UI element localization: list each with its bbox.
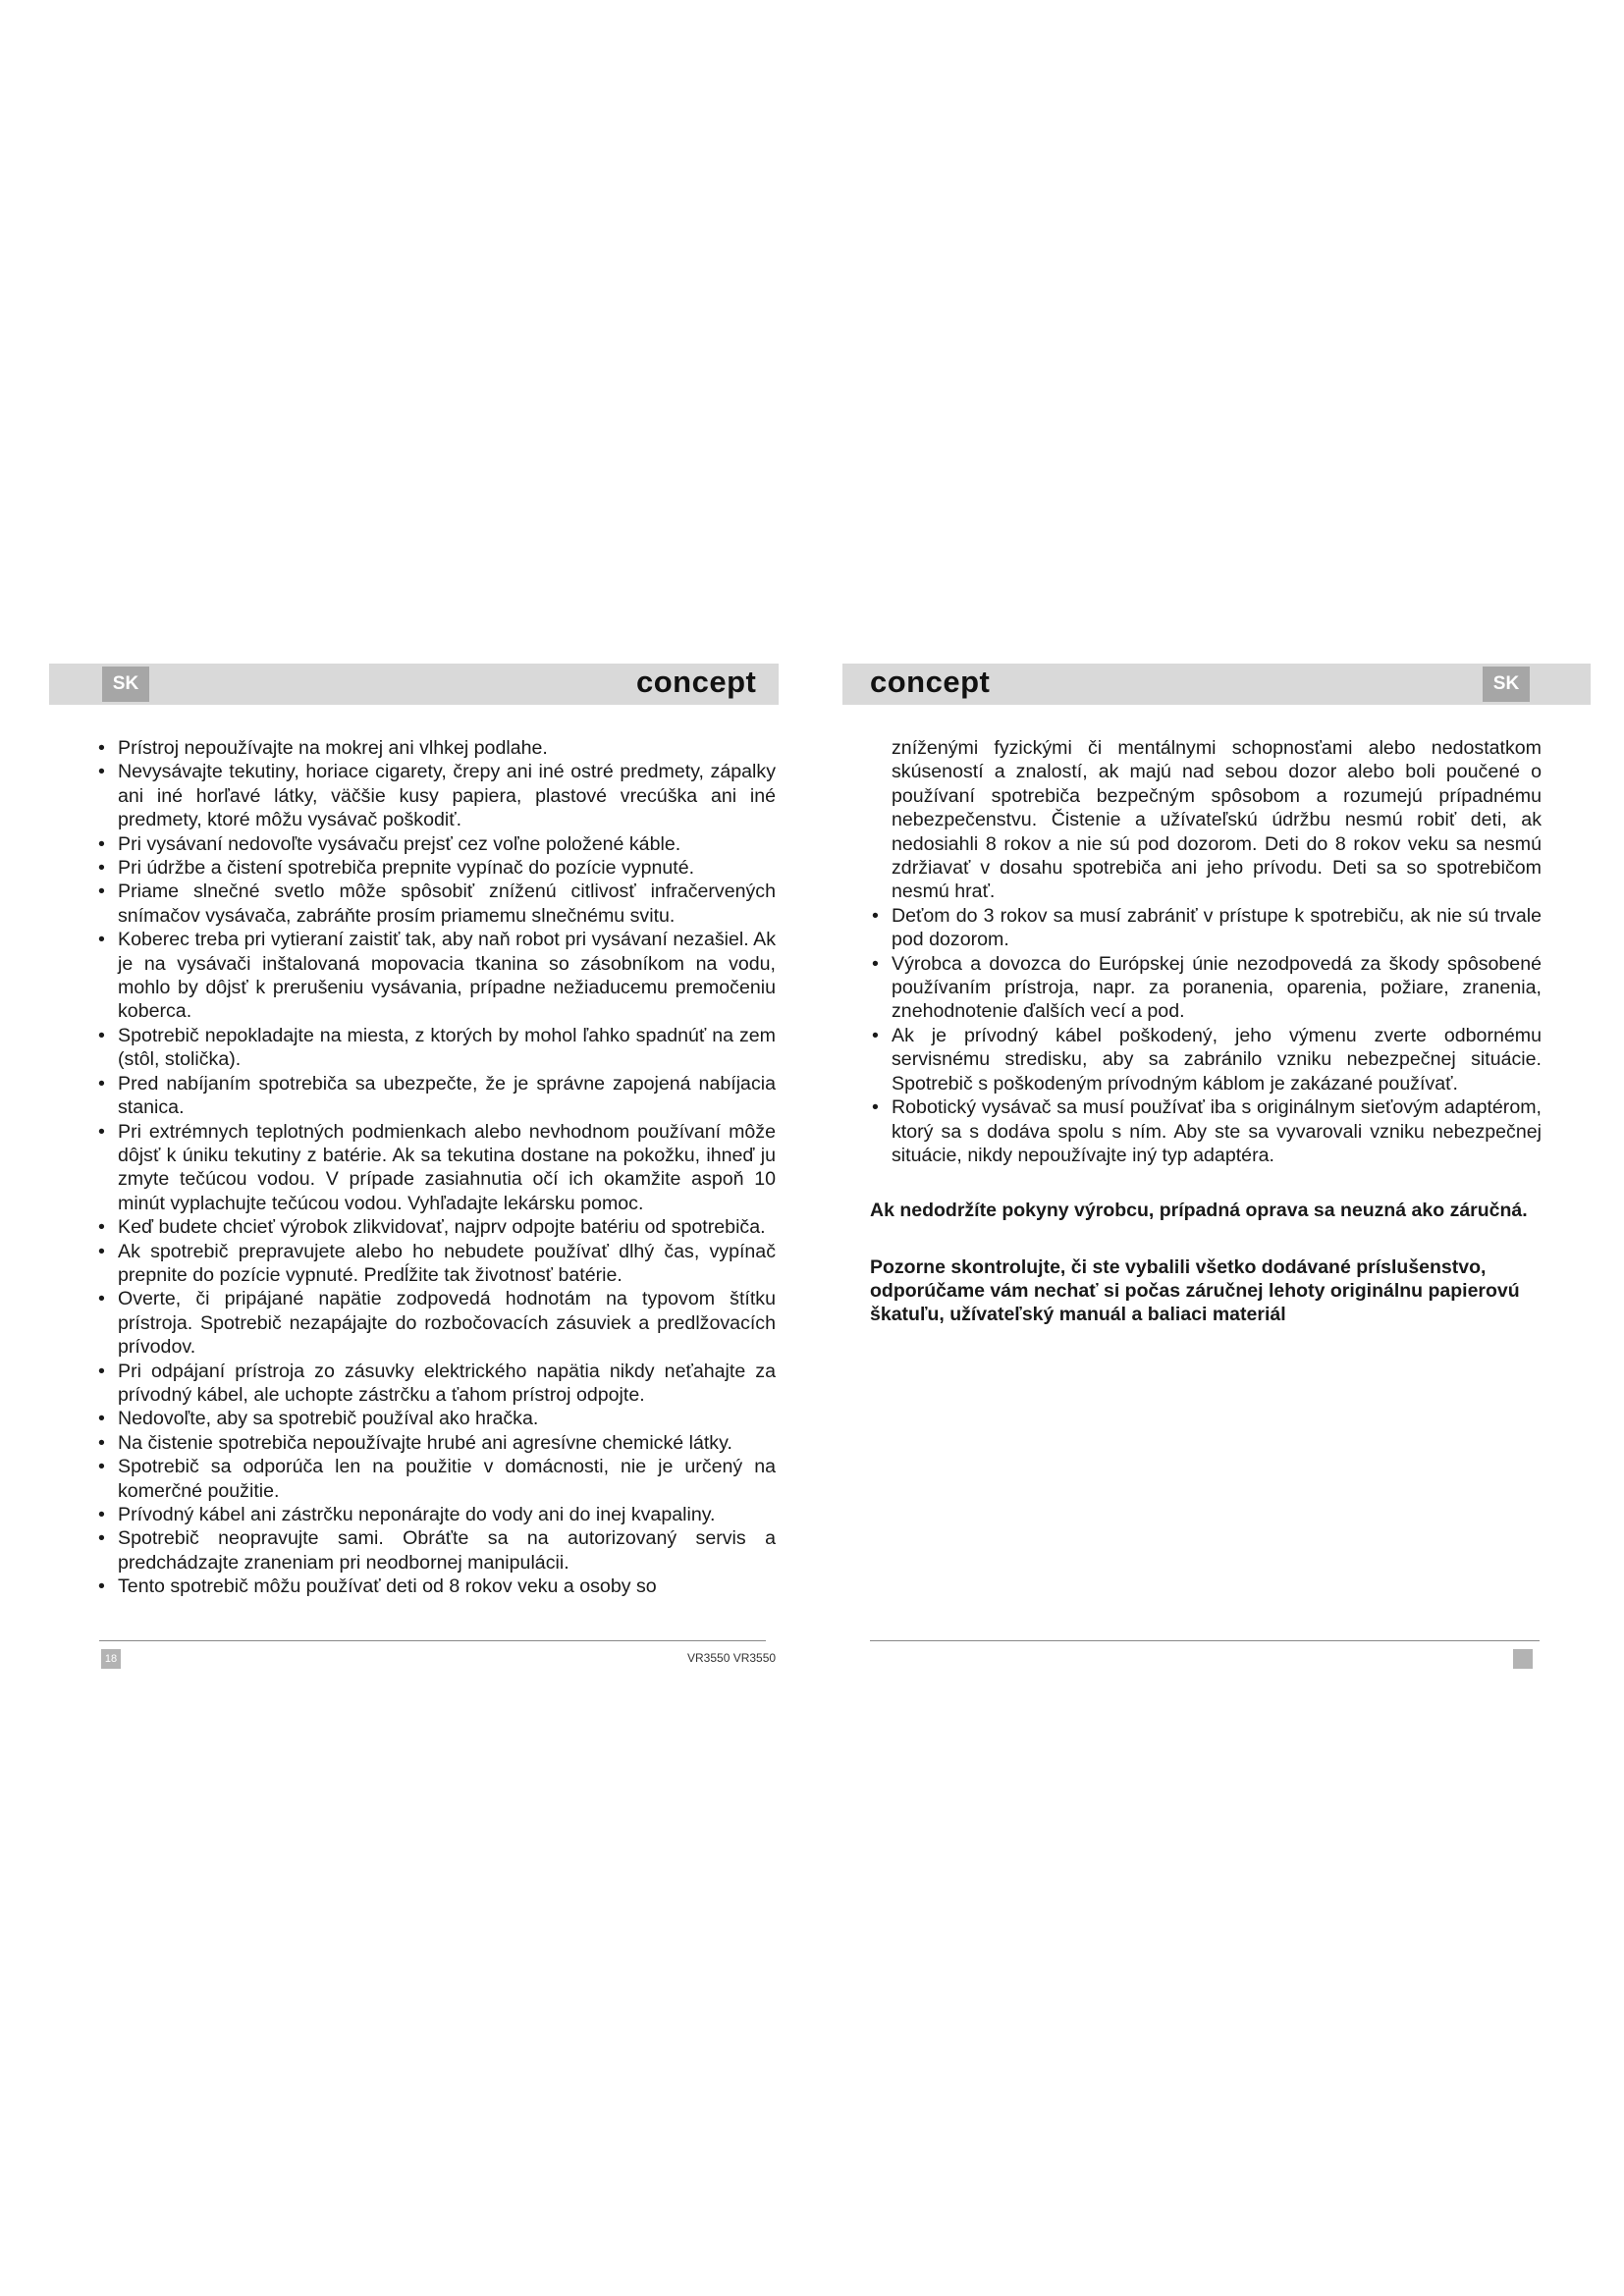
list-item: • Deťom do 3 rokov sa musí zabrániť v prístupe k spotrebiču, ak nie sú trvale pod dozorom. [872,904,1542,951]
list-item: • Spotrebič nepokladajte na miesta, z ktorých by mohol ľahko spadnúť na zem (stôl, stolička). [98,1024,776,1071]
list-item: • Priame slnečné svetlo môže spôsobiť zníženú citlivosť infračervených snímačov vysávača, zabráňte prosím priamemu slnečnému svitu. [98,881,776,927]
warranty-note: Ak nedodržíte pokyny výrobcu, prípadná oprava sa neuzná ako záručná. [870,1200,1528,1222]
safety-list-right [870,904,1542,1167]
list-item: • Keď budete chcieť výrobok zlikvidovať, najprv odpojte batériu od spotrebiča. [98,1216,766,1239]
brand-logo-left: concept [636,665,757,699]
list-item: • Pri vysávaní nedovoľte vysávaču prejsť cez voľne položené káble. [98,832,681,855]
list-item: • Nedovoľte, aby sa spotrebič používal ako hračka. [98,1408,539,1430]
list-item: • Robotický vysávač sa musí používať iba s originálnym sieťovým adaptérom, ktorý sa s dodáva spolu s ním. Aby ste sa vyvarovali vzniku nebezpečnej situácie, nikdy nepoužívajte iný typ adaptéra. [872,1096,1542,1166]
footer-divider-left [99,1640,766,1641]
brand-logo-right: concept [870,665,991,699]
list-item: • Prívodný kábel ani zástrčku neponárajte do vody ani do inej kvapaliny. [98,1504,716,1525]
list-item: • Tento spotrebič môžu používať deti od 8 rokov veku a osoby so [98,1575,657,1598]
list-item: • Ak je prívodný kábel poškodený, jeho výmenu zverte odbornému servisnému stredisku, aby sa zabránilo vzniku nebezpečnej situácie. Spotrebič s poškodeným prívodným káblom je zakázané používať. [872,1024,1542,1095]
page-number-box-right [1513,1649,1533,1669]
list-item: • Koberec treba pri vytieraní zaistiť tak, aby naň robot pri vysávaní nezašiel. Ak je na vysávači inštalovaná mopovacia tkanina so zásobníkom na vodu, mohlo by dôjsť k prerušeniu vysávania, prípadne nežiaducemu premočeniu koberca. [98,929,776,1023]
language-badge-left: SK [102,667,149,702]
list-item: • Prístroj nepoužívajte na mokrej ani vlhkej podlahe. [98,737,548,759]
safety-list-left [96,736,776,1599]
language-badge-right: SK [1483,667,1530,702]
list-item: • Spotrebič neopravujte sami. Obráťte sa na autorizovaný servis a predchádzajte zraneniam pri neodbornej manipulácii. [98,1527,776,1574]
list-item: • Pri odpájaní prístroja zo zásuvky elektrického napätia nikdy neťahajte za prívodný kábel, ale uchopte zástrčku a ťahom prístroj odpojte. [98,1360,776,1406]
continued-paragraph: zníženými fyzickými či mentálnymi schopnosťami alebo nedostatkom skúseností a znalostí, ak majú nad sebou dozor alebo boli poučené o používaní spotrebiča bezpečným spôsobom a rozumejú prípadnému nebezpečenstvu. Čistenie a užívateľskú údržbu nesmú robiť deti, ak nedosiahli 8 rokov a nie sú pod dozorom. Deti do 8 rokov veku sa nesmú zdržiavať v dosahu spotrebiča ani jeho prívodu. Deti sa so spotrebičom nesmú hrať. [892,737,1542,903]
right-column [870,736,1542,1326]
list-item: • Nevysávajte tekutiny, horiace cigarety, črepy ani iné ostré predmety, zápalky ani iné horľavé látky, väčšie kusy papiera, plastové vrecúška ani iné predmety, ktoré môžu vysávač poškodiť. [98,761,776,831]
footer-divider-right [870,1640,1540,1641]
list-item: • Pri údržbe a čistení spotrebiča prepnite vypínač do pozície vypnuté. [98,857,695,880]
packaging-note: Pozorne skontrolujte, či ste vybalili všetko dodávané príslušenstvo, odporúčame vám nechať si počas záručnej lehoty originálnu papierovú škatuľu, užívateľský manuál a baliaci materiál [870,1256,1520,1326]
list-item: • Pri extrémnych teplotných podmienkach alebo nevhodnom používaní môže dôjsť k úniku tekutiny z batérie. Ak sa tekutina dostane na pokožku, ihneď ju zmyte tečúcou vodou. V prípade zasiahnutia očí ich okamžite aspoň 10 minút vyplachujte tečúcou vodou. Vyhľadajte lekársku pomoc. [98,1120,776,1214]
list-item: • Spotrebič sa odporúča len na použitie v domácnosti, nie je určený na komerčné použitie. [98,1456,776,1502]
page-number: 18 [101,1649,121,1669]
model-code: VR3550 VR3550 [687,1651,777,1665]
left-column [96,736,776,1599]
list-item: • Na čistenie spotrebiča nepoužívajte hrubé ani agresívne chemické látky. [98,1431,732,1454]
list-item: • Pred nabíjaním spotrebiča sa ubezpečte, že je správne zapojená nabíjacia stanica. [98,1072,776,1119]
list-item: • Výrobca a dovozca do Európskej únie nezodpovedá za škody spôsobené používaním prístroja, napr. za poranenia, oparenia, požiare, zranenia, znehodnotenie ďalších vecí a pod. [872,952,1542,1023]
list-item: • Ak spotrebič prepravujete alebo ho nebudete používať dlhý čas, vypínač prepnite do pozície vypnuté. Predĺžite tak životnosť batérie. [98,1240,776,1286]
list-item: • Overte, či pripájané napätie zodpovedá hodnotám na typovom štítku prístroja. Spotrebič nezapájajte do rozbočovacích zásuviek a predlžovacích prívodov. [98,1288,776,1359]
